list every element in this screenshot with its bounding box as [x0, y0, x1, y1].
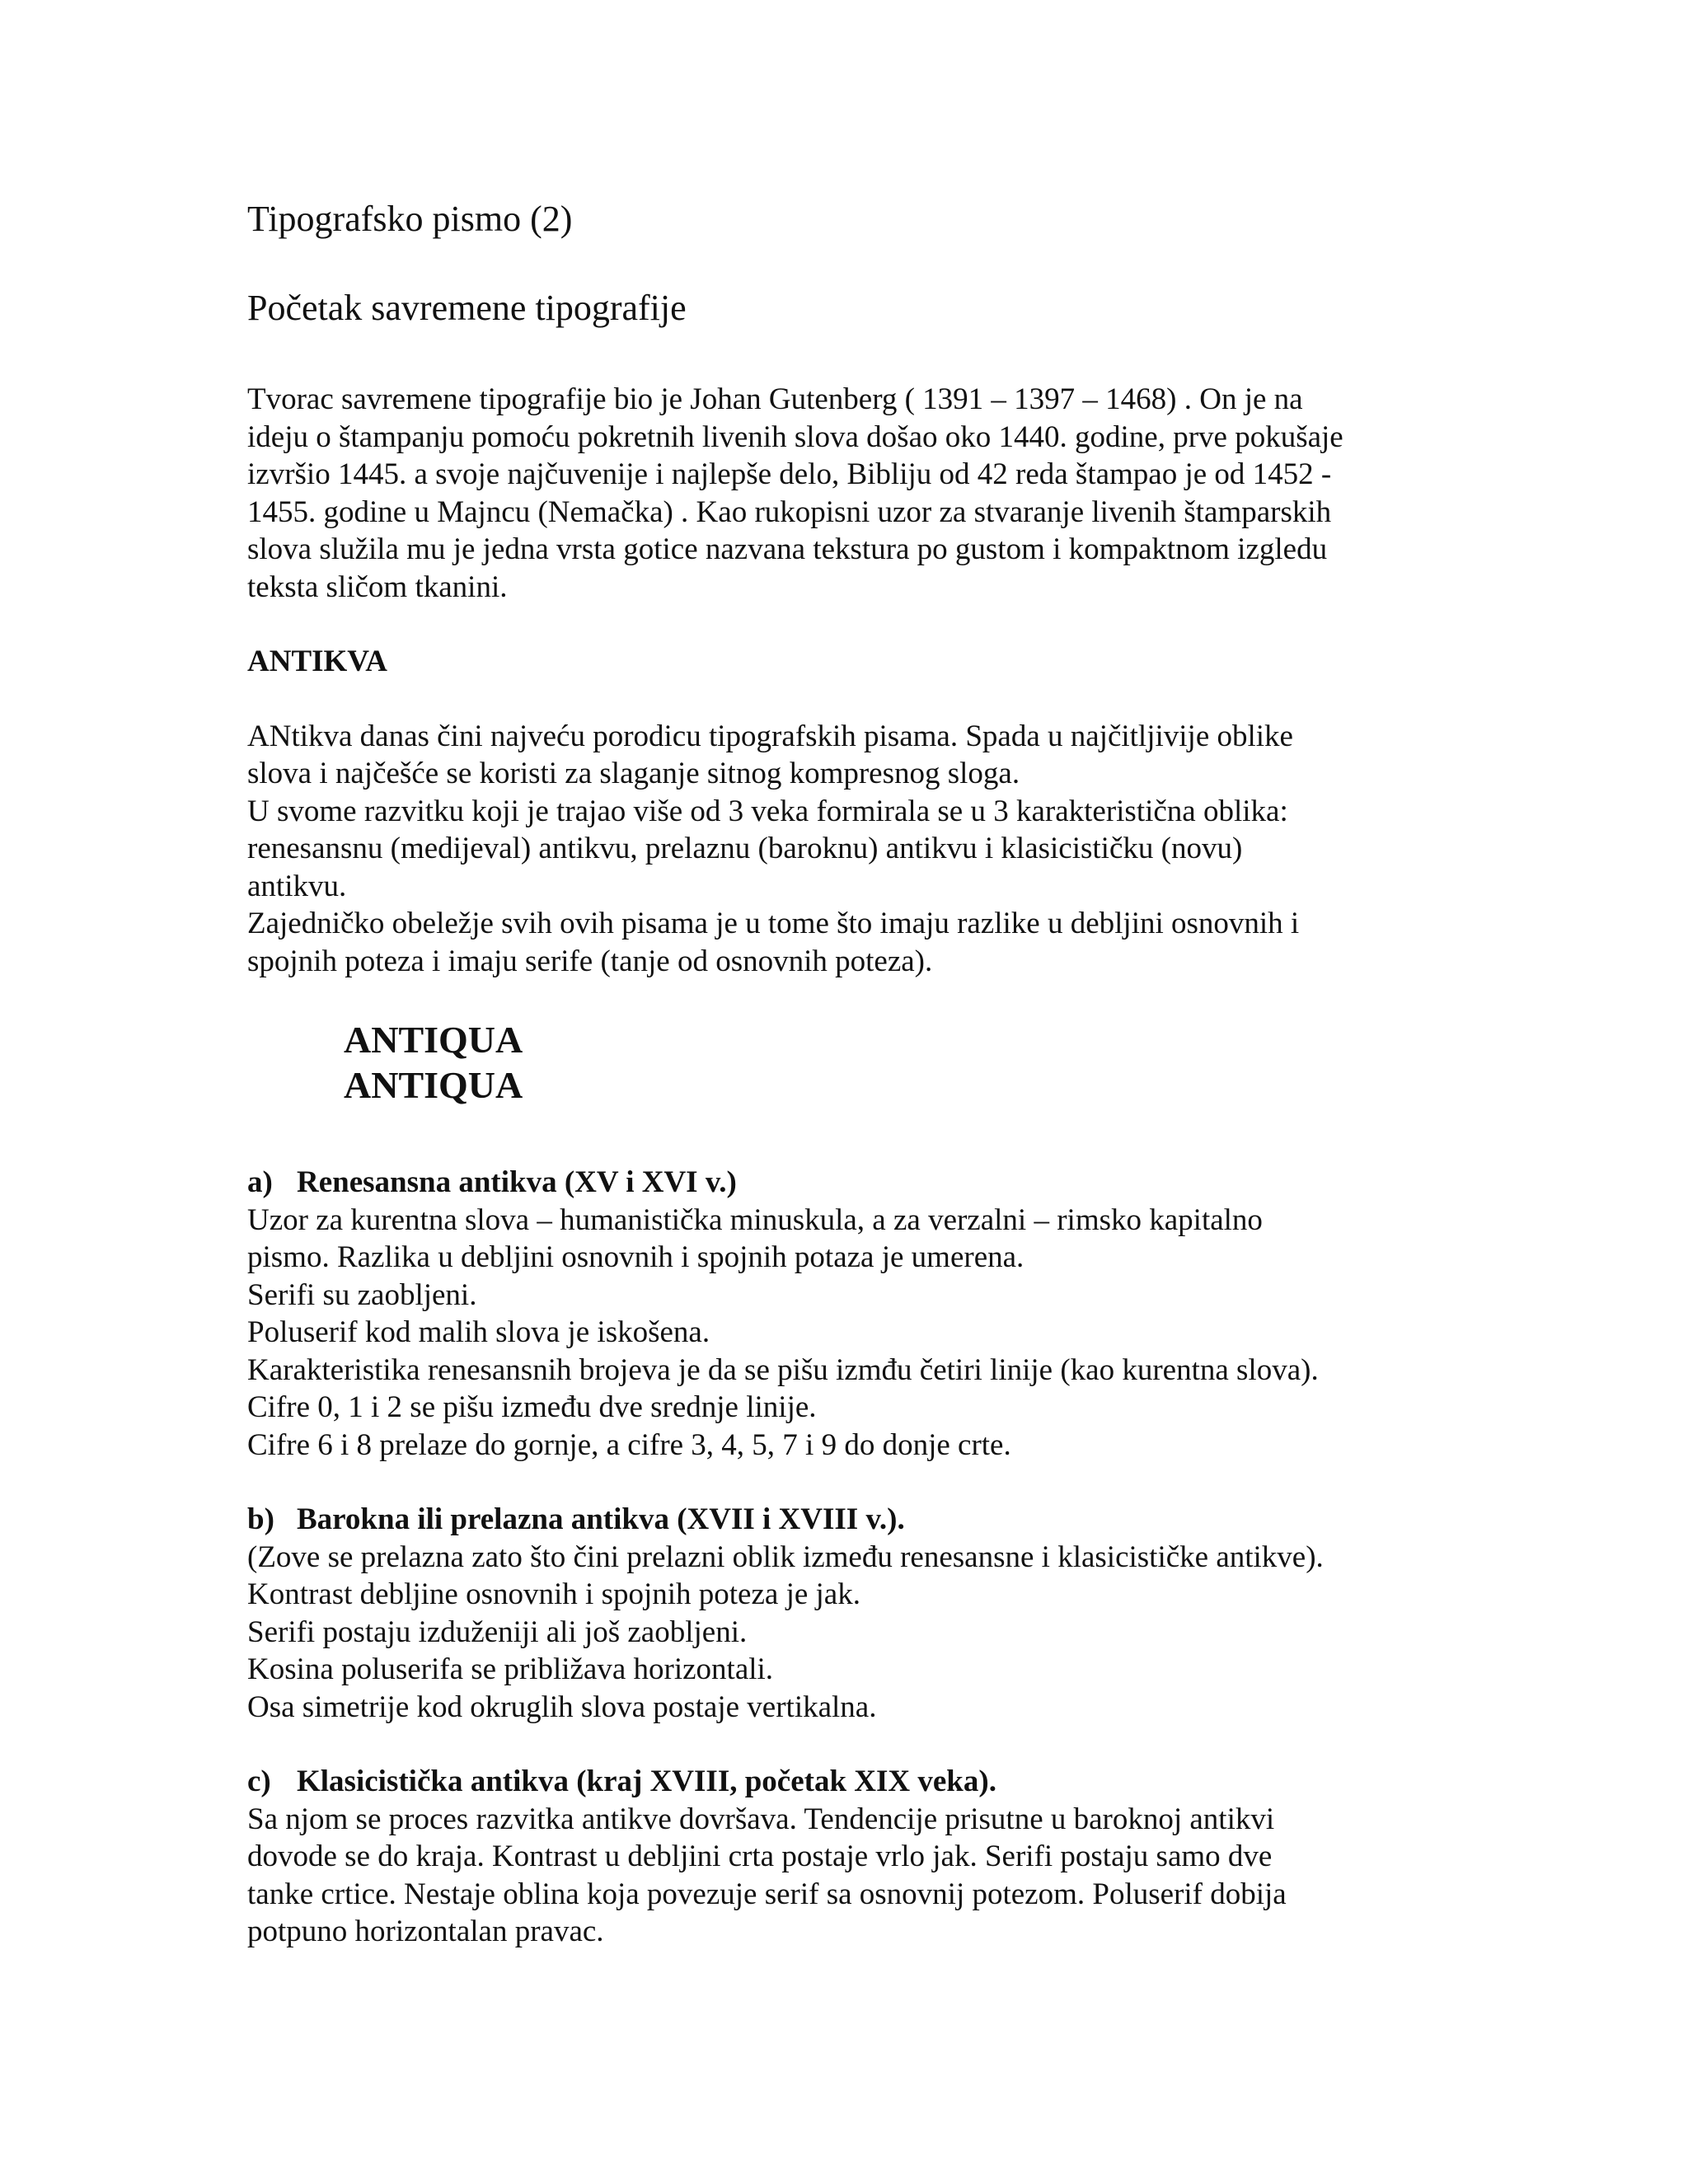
intro-line: teksta sličom tkanini.	[247, 569, 508, 604]
section-klasicisticka-antikva	[247, 1763, 1484, 1951]
list-marker: a)	[247, 1165, 273, 1199]
section-line: potpuno horizontalan pravac.	[247, 1915, 604, 1948]
section-title: Renesansna antikva (XV i XVI v.)	[297, 1165, 737, 1199]
document-page	[247, 196, 1484, 1951]
section-heading	[247, 1164, 1484, 1202]
section-line: pismo. Razlika u debljini osnovnih i spojnih potaza je umerena.	[247, 1240, 1025, 1274]
intro-line: slova služila mu je jedna vrsta gotice nazvana tekstura po gustom i kompaktnom izgledu	[247, 532, 1328, 566]
antikva-line: spojnih poteza i imaju serife (tanje od osnovnih poteza).	[247, 944, 933, 978]
section-barokna-antikva	[247, 1501, 1484, 1726]
section-line: Cifre 0, 1 i 2 se pišu između dve srednje linije.	[247, 1390, 817, 1424]
section-line: Kontrast debljine osnovnih i spojnih poteza je jak.	[247, 1577, 860, 1611]
section-line: Uzor za kurentna slova – humanistička minuskula, a za verzalni – rimsko kapitalno	[247, 1202, 1263, 1237]
document-title: Tipografsko pismo (2)	[247, 199, 573, 239]
section-title: Barokna ili prelazna antikva (XVII i XVIII v.).	[297, 1502, 905, 1536]
section-line: Karakteristika renesansnih brojeva je da se pišu izmđu četiri linije (kao kurentna slova).	[247, 1352, 1319, 1387]
intro-line: izvršio 1445. a svoje najčuvenije i najlepše delo, Bibliju od 42 reda štampao je od 1452 -	[247, 457, 1332, 491]
section-line: Serifi su zaobljeni.	[247, 1277, 477, 1312]
antiqua-sample-line: ANTIQUA	[344, 1064, 523, 1106]
antiqua-sample	[344, 1017, 1484, 1108]
section-line: Osa simetrije kod okruglih slova postaje vertikalna.	[247, 1690, 877, 1724]
section-line: Sa njom se proces razvitka antikve dovršava. Tendencije prisutne u baroknoj antikvi	[247, 1802, 1275, 1836]
intro-line: Tvorac savremene tipografije bio je Johan Gutenberg ( 1391 – 1397 – 1468) . On je na	[247, 382, 1303, 416]
document-subtitle: Početak savremene tipografije	[247, 288, 687, 328]
antikva-line: Zajedničko obeležje svih ovih pisama je u tome što imaju razlike u debljini osnovnih i	[247, 907, 1300, 940]
intro-line: ideju o štampanju pomoću pokretnih livenih slova došao oko 1440. godine, prve pokušaje	[247, 419, 1343, 454]
intro-line: 1455. godine u Majncu (Nemačka) . Kao rukopisni uzor za stvaranje livenih štamparskih	[247, 494, 1332, 529]
antiqua-sample-line: ANTIQUA	[344, 1019, 523, 1061]
antikva-line: slova i najčešće se koristi za slaganje sitnog kompresnog sloga.	[247, 757, 1020, 790]
antikva-line: renesansnu (medijeval) antikvu, prelaznu (baroknu) antikvu i klasicističku (novu)	[247, 832, 1243, 865]
antikva-paragraph	[247, 718, 1484, 981]
antikva-line: ANtikva danas čini najveću porodicu tipografskih pisama. Spada u najčitljivije oblike	[247, 719, 1293, 753]
section-line: Kosina poluserifa se približava horizontali.	[247, 1652, 774, 1686]
section-body	[247, 1539, 1484, 1727]
section-line: (Zove se prelazna zato što čini prelazni oblik između renesansne i klasicističke antikve).	[247, 1540, 1324, 1574]
antikva-line: U svome razvitku koji je trajao više od 3 veka formirala se u 3 karakteristična oblika:	[247, 794, 1288, 828]
section-line: Serifi postaju izduženiji ali još zaobljeni.	[247, 1615, 748, 1649]
section-body	[247, 1202, 1484, 1465]
section-renesansna-antikva	[247, 1164, 1484, 1464]
section-body	[247, 1801, 1484, 1951]
antikva-line: antikvu.	[247, 869, 347, 903]
section-line: Cifre 6 i 8 prelaze do gornje, a cifre 3, 4, 5, 7 i 9 do donje crte.	[247, 1427, 1011, 1462]
list-marker: c)	[247, 1765, 271, 1798]
antikva-heading: ANTIKVA	[247, 644, 387, 678]
intro-paragraph	[247, 381, 1484, 606]
section-line: dovode se do kraja. Kontrast u debljini crta postaje vrlo jak. Serifi postaju samo dve	[247, 1840, 1273, 1873]
section-line: Poluserif kod malih slova je iskošena.	[247, 1315, 710, 1349]
section-title: Klasicistička antikva (kraj XVIII, početak XIX veka).	[297, 1765, 996, 1798]
section-heading	[247, 1501, 1484, 1539]
section-heading	[247, 1763, 1484, 1801]
section-line: tanke crtice. Nestaje oblina koja povezuje serif sa osnovnij potezom. Poluserif dobija	[247, 1877, 1287, 1911]
list-marker: b)	[247, 1502, 274, 1536]
